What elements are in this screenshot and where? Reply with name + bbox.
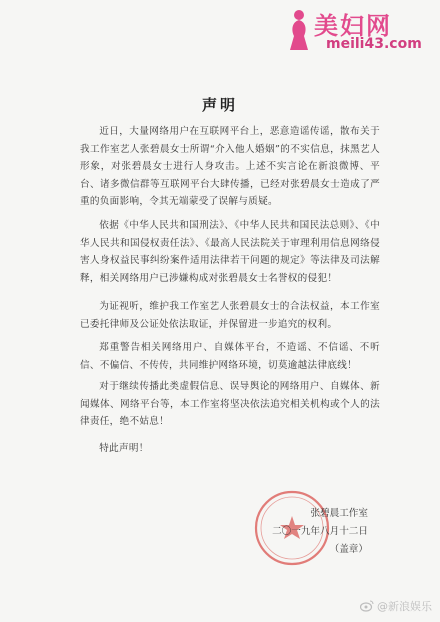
site-watermark: [282, 4, 432, 56]
seal-note: （盖章）: [329, 544, 368, 555]
signature-block: [272, 505, 368, 559]
weibo-watermark: [360, 598, 432, 614]
paragraph-2: 依据《中华人民共和国刑法》、《中华人民共和国民法总则》、《中华人民共和国侵权责任法》、《最高人民法院关于审理利用信息网络侵害人身权益民事纠纷案件适用法律若干问题的规定》等法律及司法解释，相关网络用户已涉嫌构成对张碧晨女士名誉权的侵犯！: [80, 220, 380, 284]
paragraph-5: 对于继续传播此类虚假信息、误导舆论的网络用户、自媒体、新闻媒体、网络平台等，本工作室将坚决依法追究相关机构或个人的法律责任，绝不姑息！: [80, 381, 380, 428]
paragraph-1: 近日，大量网络用户在互联网平台上，恶意造谣传谣，散布关于我工作室艺人张碧晨女士所谓“介入他人婚姻”的不实信息，抹黑艺人形象，对张碧晨女士进行人身攻击。上述不实言论在新浪微博、平台、诸多微信群等互联网平台大肆传播，已经对张碧晨女士造成了严重的负面影响，令其无端蒙受了误解与质疑。: [80, 126, 380, 208]
issue-date: 二〇一九年八月十二日: [272, 526, 368, 537]
paragraph-4: 郑重警告相关网络用户、自媒体平台，不造谣、不信谣、不听信、不偏信、不传传，共同维护网络环境，切莫逾越法律底线！: [80, 342, 380, 371]
issuer-name: 张碧晨工作室: [310, 508, 368, 519]
document-title: 声明: [201, 96, 238, 114]
weibo-icon: [360, 600, 374, 612]
watermark-brand: 美妇网: [314, 12, 392, 40]
watermark-handle: @新浪娱乐: [377, 600, 432, 613]
paragraph-3: 为证视听，维护我工作室艺人张碧晨女士的合法权益，本工作室已委托律师及公证处依法取证，并保留进一步追究的权利。: [80, 301, 380, 330]
paragraph-closing: 特此声明！: [99, 443, 149, 454]
lady-silhouette-icon: [286, 8, 312, 52]
watermark-site: meili43.com: [326, 36, 422, 52]
